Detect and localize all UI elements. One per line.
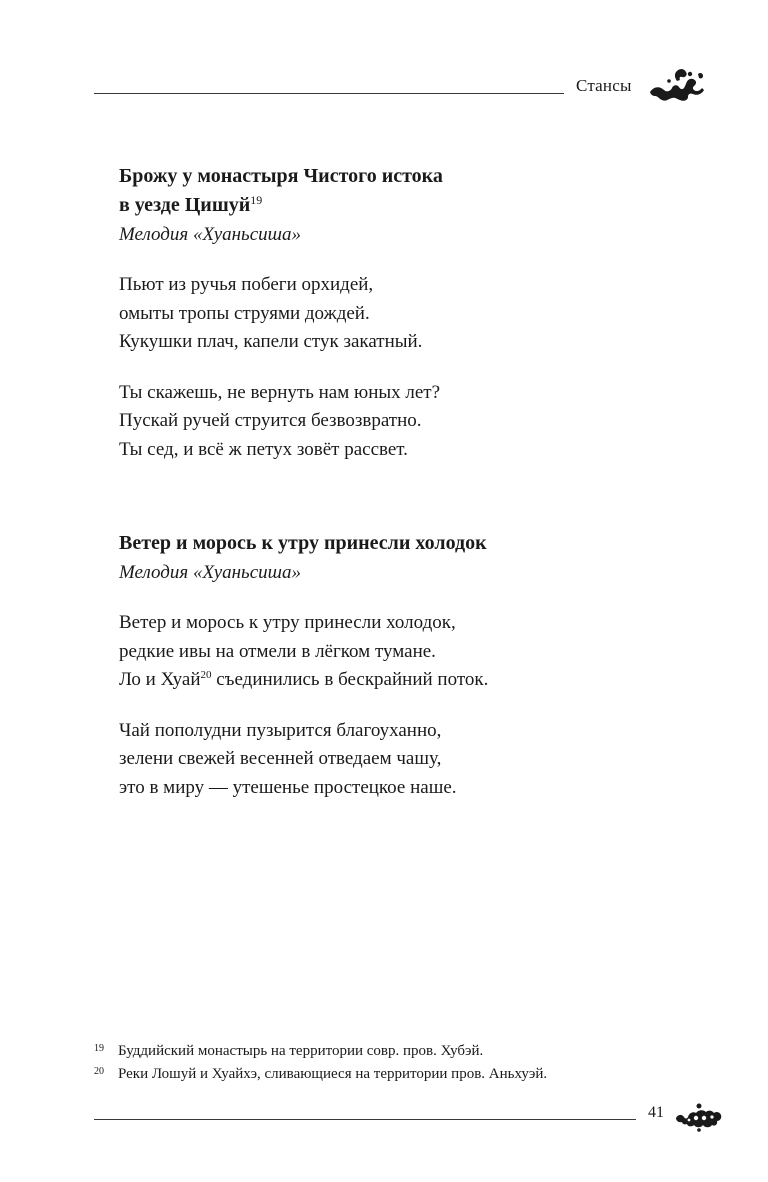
melody-subtitle: Мелодия «Хуаньсиша» [119, 562, 301, 583]
stanza [119, 271, 679, 357]
verse-line: Пускай ручей струится безвозвратно. [119, 410, 422, 431]
verse-line: зелени свежей весенней отведаем чашу, [119, 748, 442, 769]
stanza [119, 379, 679, 465]
verse-line: Ветер и морось к утру принесли холодок, [119, 612, 456, 633]
verse-line: Кукушки плач, капели стук закатный. [119, 331, 423, 352]
poem-1 [119, 162, 679, 464]
footnote-ref: 20 [200, 669, 212, 681]
verse-line: Ты скажешь, не вернуть нам юных лет? [119, 381, 441, 403]
verse-line: Чай пополудни пузырится благоуханно, [119, 719, 442, 741]
footnote-text: Реки Лошуй и Хуайхэ, сливающиеся на территории пров. Аньхуэй. [118, 1066, 548, 1082]
poem-2 [119, 529, 679, 802]
verse-line: это в миру — утешенье простецкое наше. [119, 776, 457, 798]
verse-line: Пьют из ручья побеги орхидей, [119, 274, 374, 295]
poem-title [119, 162, 679, 220]
dragon-ornament-icon [646, 66, 706, 106]
poem-title-line: Ветер и морось к утру принесли холодок [119, 532, 487, 554]
poem-title-line: Брожу у монастыря Чистого истока [119, 165, 443, 187]
footnote-ref: 19 [250, 193, 263, 207]
poem-title-line: в уезде Цишуй [119, 194, 251, 216]
footnote [94, 1040, 694, 1063]
footer-rule [94, 1119, 636, 1120]
stanza [119, 717, 679, 803]
header-rule [94, 93, 564, 94]
footnote-number: 19 [94, 1043, 104, 1054]
verse-line [119, 666, 679, 695]
poem-title [119, 529, 679, 558]
verse-line: омыты тропы струями дождей. [119, 302, 370, 324]
footnote-number: 20 [94, 1066, 104, 1077]
footnote [94, 1063, 694, 1086]
cloud-ornament-icon [674, 1102, 724, 1132]
footnote-text: Буддийский монастырь на территории совр. пров. Хубэй. [118, 1043, 484, 1059]
running-head: Стансы [576, 76, 632, 95]
verse-line: редкие ивы на отмели в лёгком тумане. [119, 640, 436, 662]
stanza [119, 609, 679, 695]
verse-text: съединились в бескрайний поток. [211, 669, 489, 690]
verse-text: Ло и Хуай [119, 669, 201, 690]
melody-subtitle: Мелодия «Хуаньсиша» [119, 224, 301, 245]
verse-line: Ты сед, и всё ж петух зовёт рассвет. [119, 438, 408, 460]
page-number: 41 [648, 1104, 664, 1121]
footnotes [94, 1040, 694, 1086]
